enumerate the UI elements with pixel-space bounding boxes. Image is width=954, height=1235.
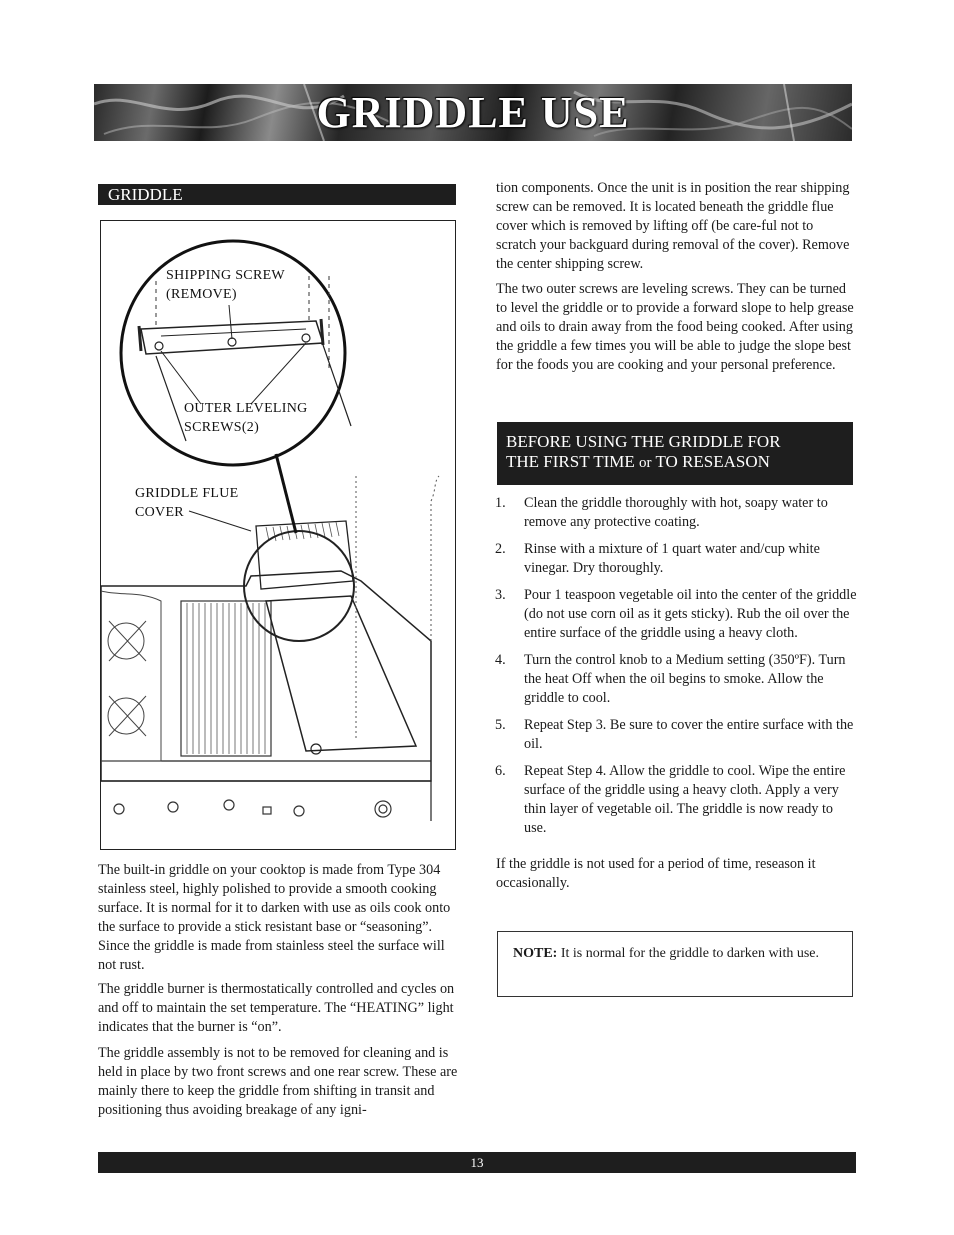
list-item <box>495 586 857 643</box>
step-text: Clean the griddle thoroughly with hot, soapy water to remove any protective coating. <box>524 495 828 530</box>
note-text: It is normal for the griddle to darken with use. <box>557 946 820 961</box>
label-shipping-screw-line1: SHIPPING SCREW <box>166 268 285 283</box>
paragraph-leveling-screws: The two outer screws are leveling screws. They can be turned to level the griddle or to provide a forward slope to help grease and oils to drain away from the food being cooked. After using the griddle a few times you will be able to judge the slope best for the foods you are cooking and your personal preference. <box>496 281 854 373</box>
griddle-figure <box>100 220 456 850</box>
section-heading-griddle: GRIDDLE <box>98 184 456 205</box>
note-box <box>497 931 853 997</box>
paragraph-griddle-material: The built-in griddle on your cooktop is made from Type 304 stainless steel, highly polished to provide a smooth cooking surface. It is normal for it to darken with use as oils cook onto the surface to provide a stick resistant base or “seasoning”. Since the griddle is made from stainless steel the surface will not rust. <box>98 862 451 973</box>
note-label: NOTE: <box>513 946 558 961</box>
step-text: Turn the control knob to a Medium setting (350ºF). Turn the heat Off when the oil begins to smoke. Allow the griddle to cool. <box>524 652 846 706</box>
step-number: 2. <box>495 541 506 557</box>
seasoning-heading-line2 <box>506 452 845 473</box>
step-number: 3. <box>495 587 506 603</box>
seasoning-heading-part-c: TO RESEASON <box>651 452 770 471</box>
label-outer-leveling-screws <box>184 399 308 437</box>
step-number: 6. <box>495 763 506 779</box>
seasoning-steps-list <box>495 494 857 846</box>
paragraph-griddle-burner: The griddle burner is thermostatically controlled and cycles on and off to maintain the set temperature. The “HEATING” light indicates that the burner is “on”. <box>98 981 455 1035</box>
step-text: Repeat Step 3. Be sure to cover the entire surface with the oil. <box>524 717 854 752</box>
paragraph-shipping-screw: tion components. Once the unit is in position the rear shipping screw can be removed. It is located beneath the griddle flue cover which is removed by lifting off (be care-ful not to scratch your backguard during removal of the cover). Remove the center shipping screw. <box>496 180 850 272</box>
paragraph-griddle-assembly: The griddle assembly is not to be removed for cleaning and is held in place by two front screws and one rear screw. These are mainly there to keep the griddle from shifting in transit and positioning thus avoiding breakage of any igni- <box>98 1045 458 1118</box>
list-item <box>495 540 857 578</box>
seasoning-heading-line1: BEFORE USING THE GRIDDLE FOR <box>506 432 781 451</box>
page-number: 13 <box>98 1152 856 1173</box>
page-title: GRIDDLE USE <box>316 88 630 137</box>
label-griddle-flue-line1: GRIDDLE FLUE <box>135 486 239 501</box>
list-item <box>495 651 857 708</box>
step-number: 4. <box>495 652 506 668</box>
paragraph-reseason: If the griddle is not used for a period of time, reseason it occasionally. <box>496 856 816 891</box>
seasoning-heading-part-a: THE FIRST TIME <box>506 452 640 471</box>
list-item <box>495 716 857 754</box>
label-griddle-flue-line2: COVER <box>135 505 184 520</box>
step-number: 1. <box>495 495 506 511</box>
step-text: Rinse with a mixture of 1 quart water and/cup white vinegar. Dry thoroughly. <box>524 541 820 576</box>
label-outer-leveling-line1: OUTER LEVELING <box>184 401 308 416</box>
label-outer-leveling-line2: SCREWS(2) <box>184 420 260 435</box>
label-shipping-screw-line2: (REMOVE) <box>166 287 237 302</box>
seasoning-heading-part-b: or <box>639 455 652 471</box>
label-shipping-screw <box>166 266 285 304</box>
section-heading-seasoning <box>497 422 853 485</box>
griddle-illustration <box>101 221 454 848</box>
label-griddle-flue-cover <box>135 484 239 522</box>
header-banner <box>94 84 852 141</box>
step-text: Repeat Step 4. Allow the griddle to cool. Wipe the entire surface of the griddle using a heavy cloth. Apply a very thin layer of vegetable oil. The griddle is now ready to use. <box>524 763 846 836</box>
step-number: 5. <box>495 717 506 733</box>
step-text: Pour 1 teaspoon vegetable oil into the center of the griddle (do not use corn oil as it gets sticky). Rub the oil over the entire surface of the griddle using a heavy cloth. <box>524 587 857 641</box>
list-item <box>495 762 857 838</box>
list-item <box>495 494 857 532</box>
